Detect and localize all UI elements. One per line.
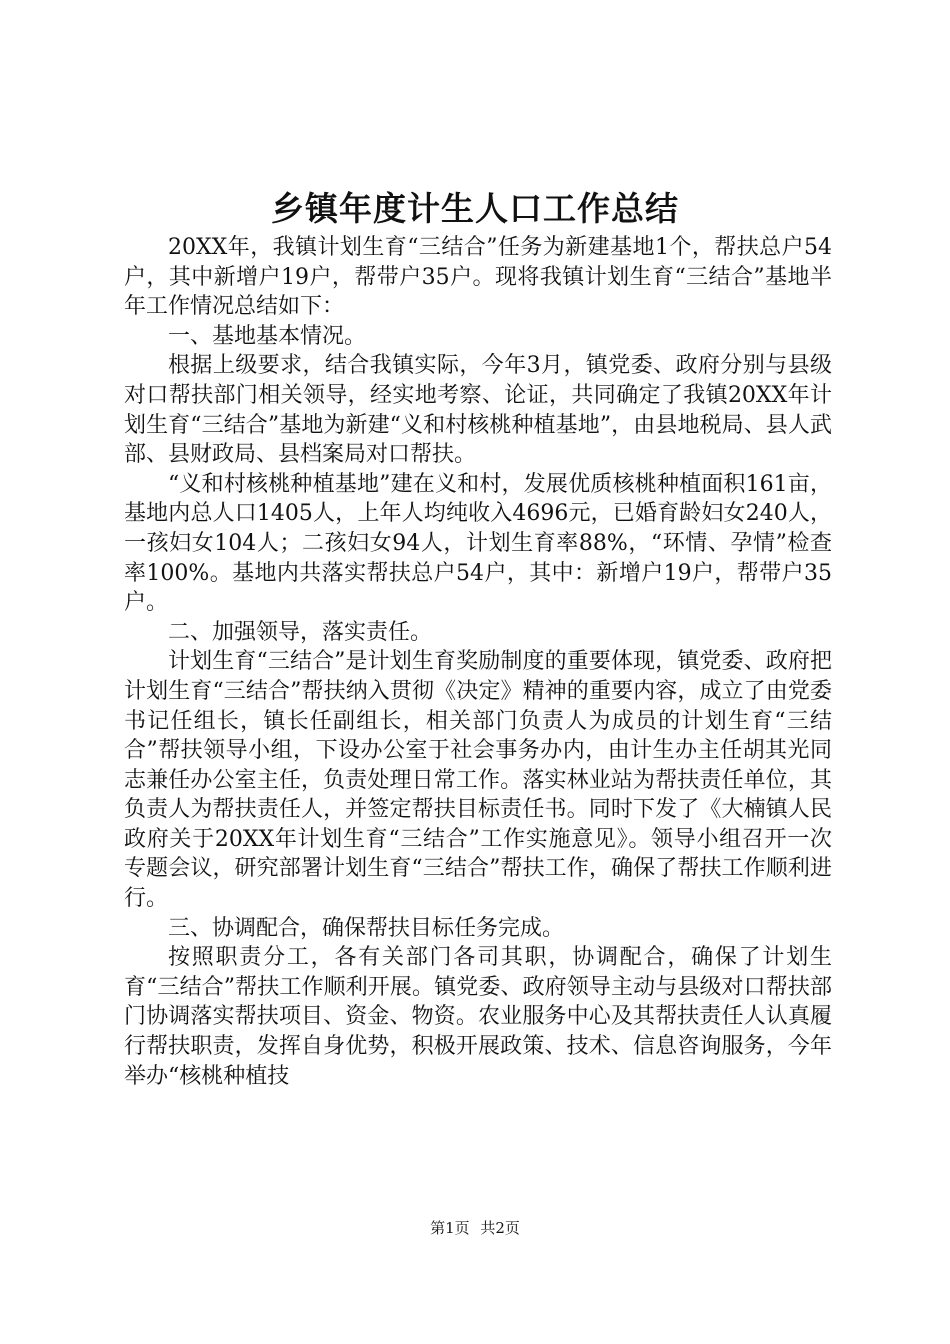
section-heading-2: 二、加强领导，落实责任。 <box>168 619 433 645</box>
paragraph-base-setup: 根据上级要求，结合我镇实际，今年3月，镇党委、政府分别与县级对口帮扶部门相关领导，经实地考察、论证，共同确定了我镇20XX年计划生育“三结合”基地为新建“义和村核桃种植基地”，由县地税局、县人武部、县财政局、县档案局对口帮扶。 <box>124 353 832 468</box>
document-body <box>124 233 832 1091</box>
section-heading-3: 三、协调配合，确保帮扶目标任务完成。 <box>168 915 565 941</box>
paragraph-coordination: 按照职责分工，各有关部门各司其职，协调配合，确保了计划生育“三结合”帮扶工作顺利开展。镇党委、政府领导主动与县级对口帮扶部门协调落实帮扶项目、资金、物资。农业服务中心及其帮扶责任人认真履行帮扶职责，发挥自身优势，积极开展政策、技术、信息咨询服务，今年举办“核桃种植技 <box>124 945 832 1089</box>
section-heading-1: 一、基地基本情况。 <box>168 323 367 349</box>
paragraph-base-details: “义和村核桃种植基地”建在义和村，发展优质核桃种植面积161亩，基地内总人口1405人，上年人均纯收入4696元，已婚育龄妇女240人，一孩妇女104人；二孩妇女94人，计划生育率88%，“环情、孕情”检查率100%。基地内共落实帮扶总户54户，其中：新增户19户，帮带户35户。 <box>124 471 832 616</box>
page-total: 共2页 <box>480 1219 520 1237</box>
paragraph-intro: 20XX年，我镇计划生育“三结合”任务为新建基地1个，帮扶总户54户，其中新增户19户，帮带户35户。现将我镇计划生育“三结合”基地半年工作情况总结如下： <box>124 235 832 320</box>
paragraph-leadership: 计划生育“三结合”是计划生育奖励制度的重要体现，镇党委、政府把计划生育“三结合”帮扶纳入贯彻《决定》精神的重要内容，成立了由党委书记任组长，镇长任副组长，相关部门负责人为成员的计划生育“三结合”帮扶领导小组，下设办公室于社会事务办内，由计生办主任胡其光同志兼任办公室主任，负责处理日常工作。落实林业站为帮扶责任单位，其负责人为帮扶责任人，并签定帮扶目标责任书。同时下发了《大楠镇人民政府关于20XX年计划生育“三结合”工作实施意见》。领导小组召开一次专题会议，研究部署计划生育“三结合”帮扶工作，确保了帮扶工作顺利进行。 <box>124 649 832 912</box>
page-footer <box>0 1217 950 1239</box>
document-title: 乡镇年度计生人口工作总结 <box>271 189 679 228</box>
page-number: 第1页 <box>430 1219 470 1237</box>
